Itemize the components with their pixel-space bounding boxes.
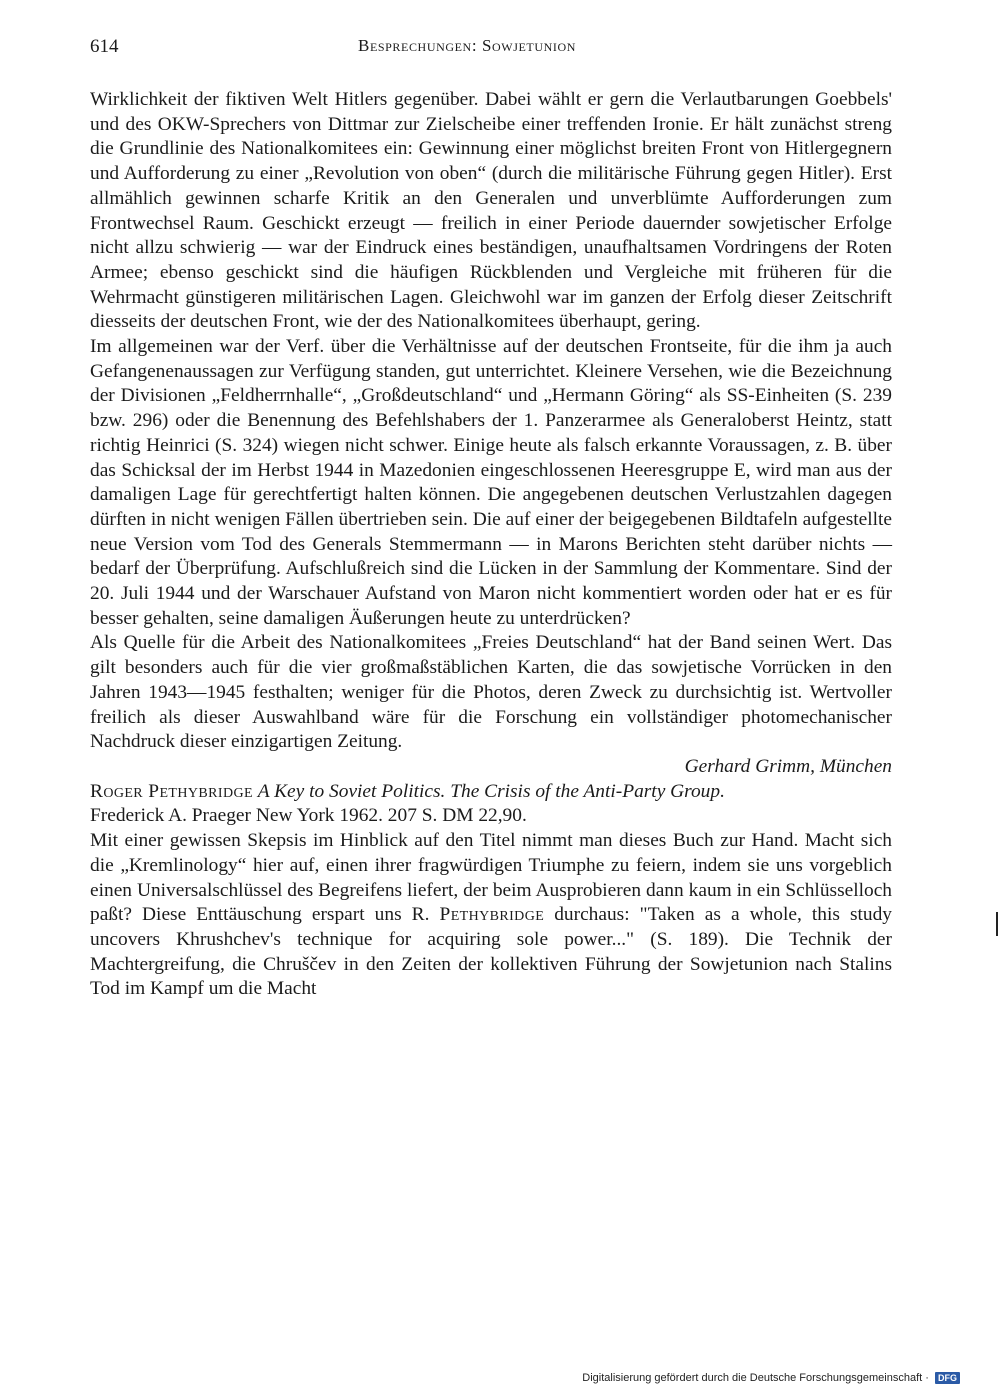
paragraph-3: Als Quelle für die Arbeit des Nationalkomitees „Freies Deutschland“ hat der Band seinen Wert. Das gilt besonders auch für die vier großmaßstäblichen Karten, die das sowjetische Vorrücken in den Jahren 1943—1945 festhalten; weniger für die Photos, deren Zweck zu durchsichtig ist. Wertvoller freilich als dieser Auswahlband wäre für die Forschung ein vollständiger photomechanischer Nachdruck dieser einzigartigen Zeitung. xyxy=(90,632,892,753)
digitization-credit xyxy=(582,1372,960,1384)
review-author: Roger Pethybridge xyxy=(90,780,253,802)
paragraph-1: Wirklichkeit der fiktiven Welt Hitlers gegenüber. Dabei wählt er gern die Verlautbarungen Goebbels' und des OKW-Sprechers von Dittmar zur Zielscheibe einer treffenden Ironie. Er hält zunächst streng die Grundlinie des Nationalkomitees ein: Gewinnung einer möglichst breiten Front von Hitlergegnern und Aufforderung zu einer „Revolution von oben“ (durch die militärische Führung gegen Hitler). Erst allmählich gewinnen scharfe Kritik an den Generalen und unverblümte Aufforderungen zum Frontwechsel Raum. Geschickt erzeugt — freilich in einer Periode dauernder sowjetischer Erfolge nicht allzu schwierig — war der Eindruck eines beständigen, unaufhaltsamen Vordringens der Roten Armee; ebenso geschickt sind die häufigen Rückblenden und Vergleiche mit früheren für die Wehrmacht günstigeren militärischen Lagen. Gleichwohl war im ganzen der Erfolg dieser Zeitschrift diesseits der deutschen Front, wie der des Nationalkomitees überhaupt, gering. xyxy=(90,89,892,333)
page-number: 614 xyxy=(90,36,119,57)
running-head: Besprechungen: Sowjetunion xyxy=(358,36,577,55)
review-text-a: Mit einer gewissen Skepsis im Hinblick auf den Titel nimmt man dieses Buch zur Hand. Macht sich die „Kremlinology“ hier auf, einen ihrer fragwürdigen Triumphe zu feiern, indem sie uns vorgeblich einen Universalschlüssel des Begreifens liefert, der beim Ausprobieren dann kaum in ein Schlüsselloch paßt? Diese Enttäuschung erspart uns R. xyxy=(90,830,892,926)
book-title: A Key to Soviet Politics. The Crisis of the Anti-Party Group. xyxy=(257,780,725,802)
reviewer-signature: Gerhard Grimm, München xyxy=(684,755,892,777)
page-content xyxy=(90,88,892,1002)
review-paragraph xyxy=(90,829,892,1002)
margin-mark xyxy=(996,912,998,936)
page-header xyxy=(90,36,892,64)
review-citation xyxy=(90,780,892,829)
paragraph-2: Im allgemeinen war der Verf. über die Verhältnisse auf der deutschen Frontseite, für die ihm ja auch Gefangenenaussagen zur Verfügung standen, gut unterrichtet. Kleinere Versehen, wie die Bezeichnung der Divisionen „Feldherrnhalle“, „Großdeutschland“ und „Hermann Göring“ als SS-Einheiten (S. 239 bzw. 296) oder die Benennung des Befehlshabers der 1. Panzerarmee als Generaloberst Heintz, statt richtig Heinrici (S. 324) wiegen nicht schwer. Einige heute als falsch erkannte Voraussagen, z. B. über das Schicksal der im Herbst 1944 in Mazedonien eingeschlossenen Heeresgruppe E, wird man aus der damaligen Lage für gerechtfertigt halten können. Die angegebenen deutschen Verlustzahlen dagegen dürften in nicht wenigen Fällen übertrieben sein. Die auf einer der beigegebenen Bildtafeln aufgestellte neue Version vom Tod des Generals Stemmermann — in Marons Berichten steht darüber nichts — bedarf der Überprüfung. Aufschlußreich sind die Lücken in der Sammlung der Kommentare. Sind der 20. Juli 1944 und der Warschauer Aufstand von Maron nicht kommentiert worden oder hat er es für besser gehalten, seine damaligen Äußerungen heute zu unterdrücken? xyxy=(90,336,892,629)
dfg-logo: DFG xyxy=(935,1372,960,1384)
review-text-b: durchaus: "Taken as a whole, this study uncovers Khrushchev's technique for acquiring sole power..." (S. 189). Die Technik der Machtergreifung, die Chruščev in den Zeiten der kollektiven Führung der Sowjetunion nach Stalins Tod im Kampf um die Macht xyxy=(90,904,892,1000)
review-author-reference: Pethybridge xyxy=(439,904,545,926)
publication-info: Frederick A. Praeger New York 1962. 207 S. DM 22,90. xyxy=(90,805,527,827)
credit-text: Digitalisierung gefördert durch die Deutsche Forschungsgemeinschaft · xyxy=(582,1372,929,1384)
